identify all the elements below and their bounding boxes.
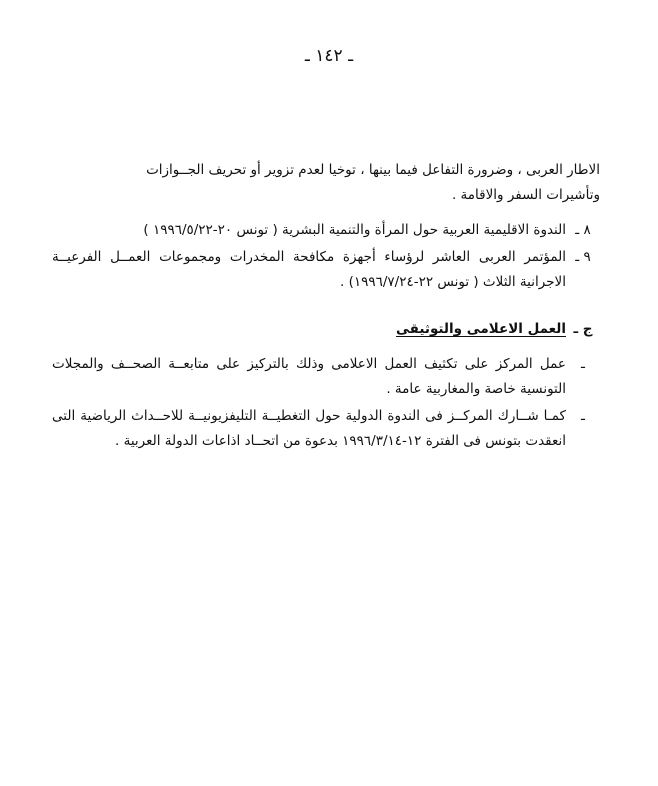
section-heading — [52, 317, 600, 342]
numbered-item-text: المؤتمر العربى العاشر لرؤساء أجهزة مكافحة المخدرات ومجموعات العمــل الفرعيــة الاجرانية الثلاث ( تونس ٢٢-١٩٩٦/٧/٢٤) . — [52, 249, 566, 290]
section-title: العمل الاعلامى والتوثيقى — [395, 321, 566, 337]
numbered-item-marker: ٩ ـ — [575, 249, 591, 265]
intro-paragraph-line-1: الاطار العربى ، وضرورة التفاعل فيما بينها ، توخيا لعدم تزوير أو تحريف الجــوازات — [146, 162, 600, 178]
numbered-item-text: الندوة الاقليمية العربية حول المرأة والتنمية البشرية ( تونس ٢٠-١٩٩٦/٥/٢٢ ) — [143, 222, 566, 238]
bullet-item-marker: ـ — [581, 356, 585, 372]
bullet-item — [52, 404, 600, 454]
intro-paragraph — [52, 158, 600, 208]
page-number: ـ ١٤٢ ـ — [304, 46, 354, 66]
numbered-item — [52, 218, 600, 243]
bullet-item-marker: ـ — [581, 408, 585, 424]
bullet-item-text: كمـا شــارك المركــز فى الندوة الدولية حول التغطيــة التليفزيونيــة للاحــداث الرياضية التى انعقدت بتونس فى الفترة ١٢-١٩٩٦/٣/١٤ بدعوة من اتحــاد اذاعات الدولة العربية . — [52, 408, 566, 449]
intro-paragraph-line-2: وتأشيرات السفر والاقامة . — [451, 187, 600, 203]
numbered-item — [52, 245, 600, 295]
page-content — [52, 158, 600, 456]
section-letter: ج ـ — [573, 321, 593, 337]
bullet-item — [52, 352, 600, 402]
bullet-item-text: عمل المركز على تكثيف العمل الاعلامى وذلك بالتركيز على متابعــة الصحــف والمجلات التونسية خاصة والمغاربية عامة . — [52, 356, 566, 397]
numbered-item-marker: ٨ ـ — [575, 222, 591, 238]
